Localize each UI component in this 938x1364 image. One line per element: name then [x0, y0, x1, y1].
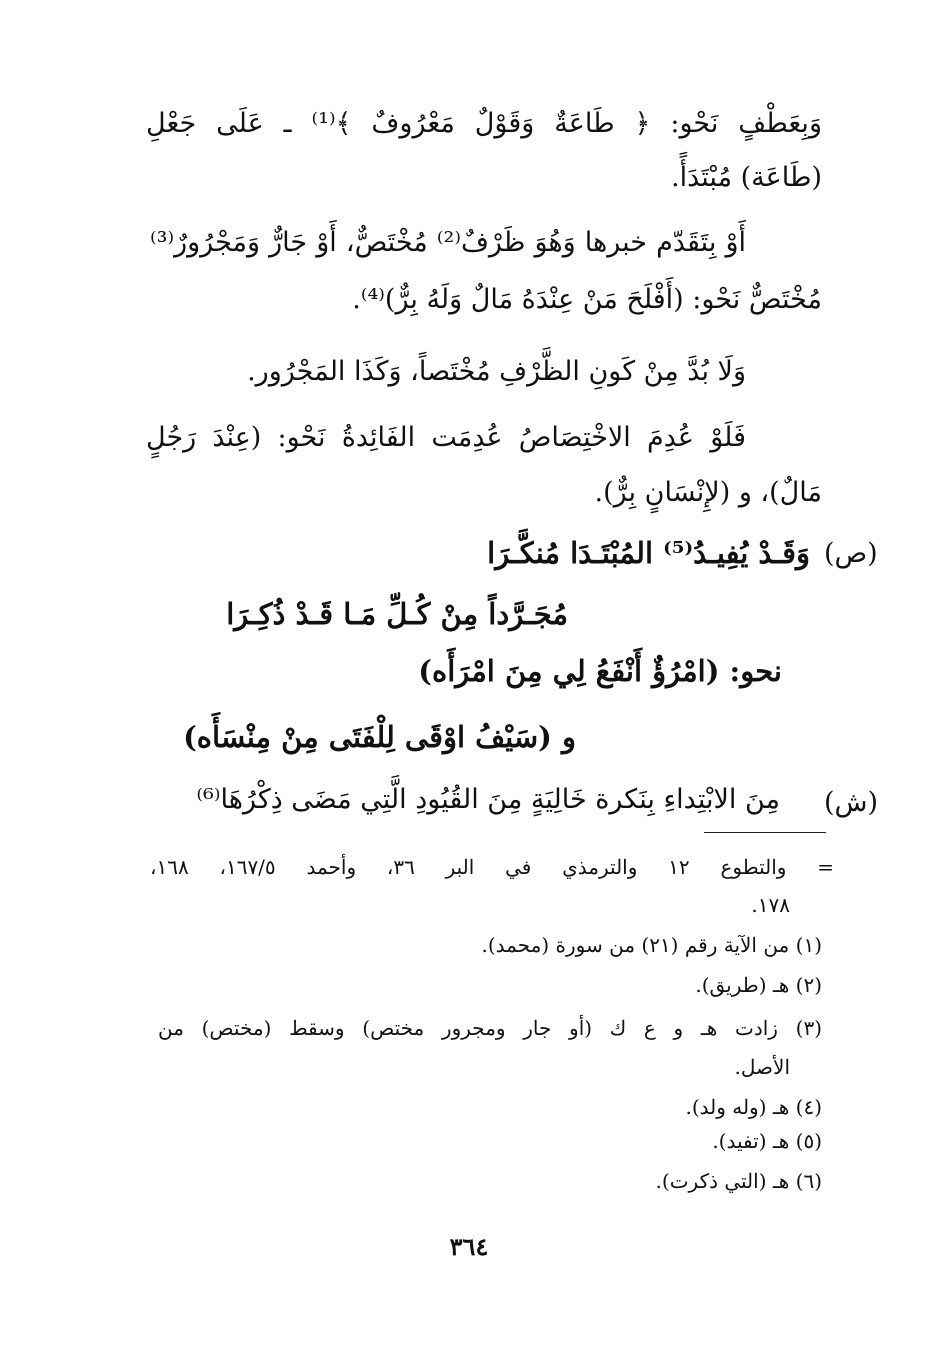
footnote-3-cont: الأصل.: [734, 1055, 790, 1079]
footnote-6: (٦) هـ (التي ذكرت).: [655, 1169, 822, 1193]
footnote-2: (٢) هـ (طريق).: [695, 973, 822, 997]
body-line: وَلَا بُدَّ مِنْ كَونِ الظَّرْفِ مُخْتَصاً، وَكَذَا المَجْرُور.: [247, 356, 746, 387]
body-line: (طَاعَة) مُبْتَدَأً.: [671, 162, 822, 193]
body-line: وَبِعَطْفٍ نَحْو: ﴿ طَاعَةٌ وَقَوْلٌ مَعْرُوفٌ ﴾⁽¹⁾ ـ عَلَى جَعْلِ: [146, 108, 822, 139]
body-line: مُخْتَصٌّ نَحْو: (أَفْلَحَ مَنْ عِنْدَهُ مَالٌ وَلَهُ بِرٌّ)⁽⁴⁾.: [352, 284, 822, 315]
footnote-separator: [704, 832, 826, 833]
page-number: ٣٦٤: [449, 1232, 489, 1261]
body-line: فَلَوْ عُدِمَ الاخْتِصَاصُ عُدِمَت الفَائِدةُ نَحْو: (عِنْدَ رَجُلٍ: [146, 422, 746, 453]
footnote-3: (٣) زادت هـ و ع ك (أو جار ومجرور مختص) وسقط (مختص) من: [158, 1016, 822, 1040]
commentary-line: مِنَ الابْتِداءِ بِنَكرة خَالِيَةٍ مِنَ القُيُودِ الَّتِي مَضَى ذِكْرُهَا⁽⁶⁾: [196, 784, 780, 815]
footnote-1: (١) من الآية رقم (٢١) من سورة (محمد).: [481, 933, 822, 957]
verse-line: نحو: (امْرُؤٌ أَنْفَعُ لِي مِنَ امْرَأَه): [418, 654, 782, 688]
commentary-marker: (ش): [824, 787, 879, 818]
footnote-5: (٥) هـ (تفيد).: [712, 1129, 822, 1153]
verse-marker: (ص): [824, 538, 878, 569]
verse-line: مُجَـرَّداً مِنْ كُـلِّ مَـا قَـدْ ذُكِـرَا: [226, 597, 568, 631]
footnote-4: (٤) هـ (وله ولد).: [685, 1095, 822, 1119]
body-line: أَوْ بِتَقَدّم خبرها وَهُوَ ظَرْفٌ⁽²⁾ مُخْتَصٌّ، أَوْ جَارٌّ وَمَجْرُورٌ⁽³⁾: [150, 227, 747, 258]
footnote-continuation: ١٧٨.: [751, 893, 790, 917]
verse-line: وَقَـدْ يُفِيـدُ⁽⁵⁾ المُبْتَـدَا مُنكَّـرَا: [487, 536, 810, 570]
footnote-continuation: = والتطوع ١٢ والترمذي في البر ٣٦، وأحمد ١٦٧/٥، ١٦٨،: [150, 855, 835, 879]
body-line: مَالٌ)، و (لإِنْسَانٍ بِرٌّ).: [594, 477, 822, 508]
verse-line: و (سَيْفُ اوْقَى لِلْفَتَى مِنْ مِنْسَأَه): [183, 720, 576, 754]
